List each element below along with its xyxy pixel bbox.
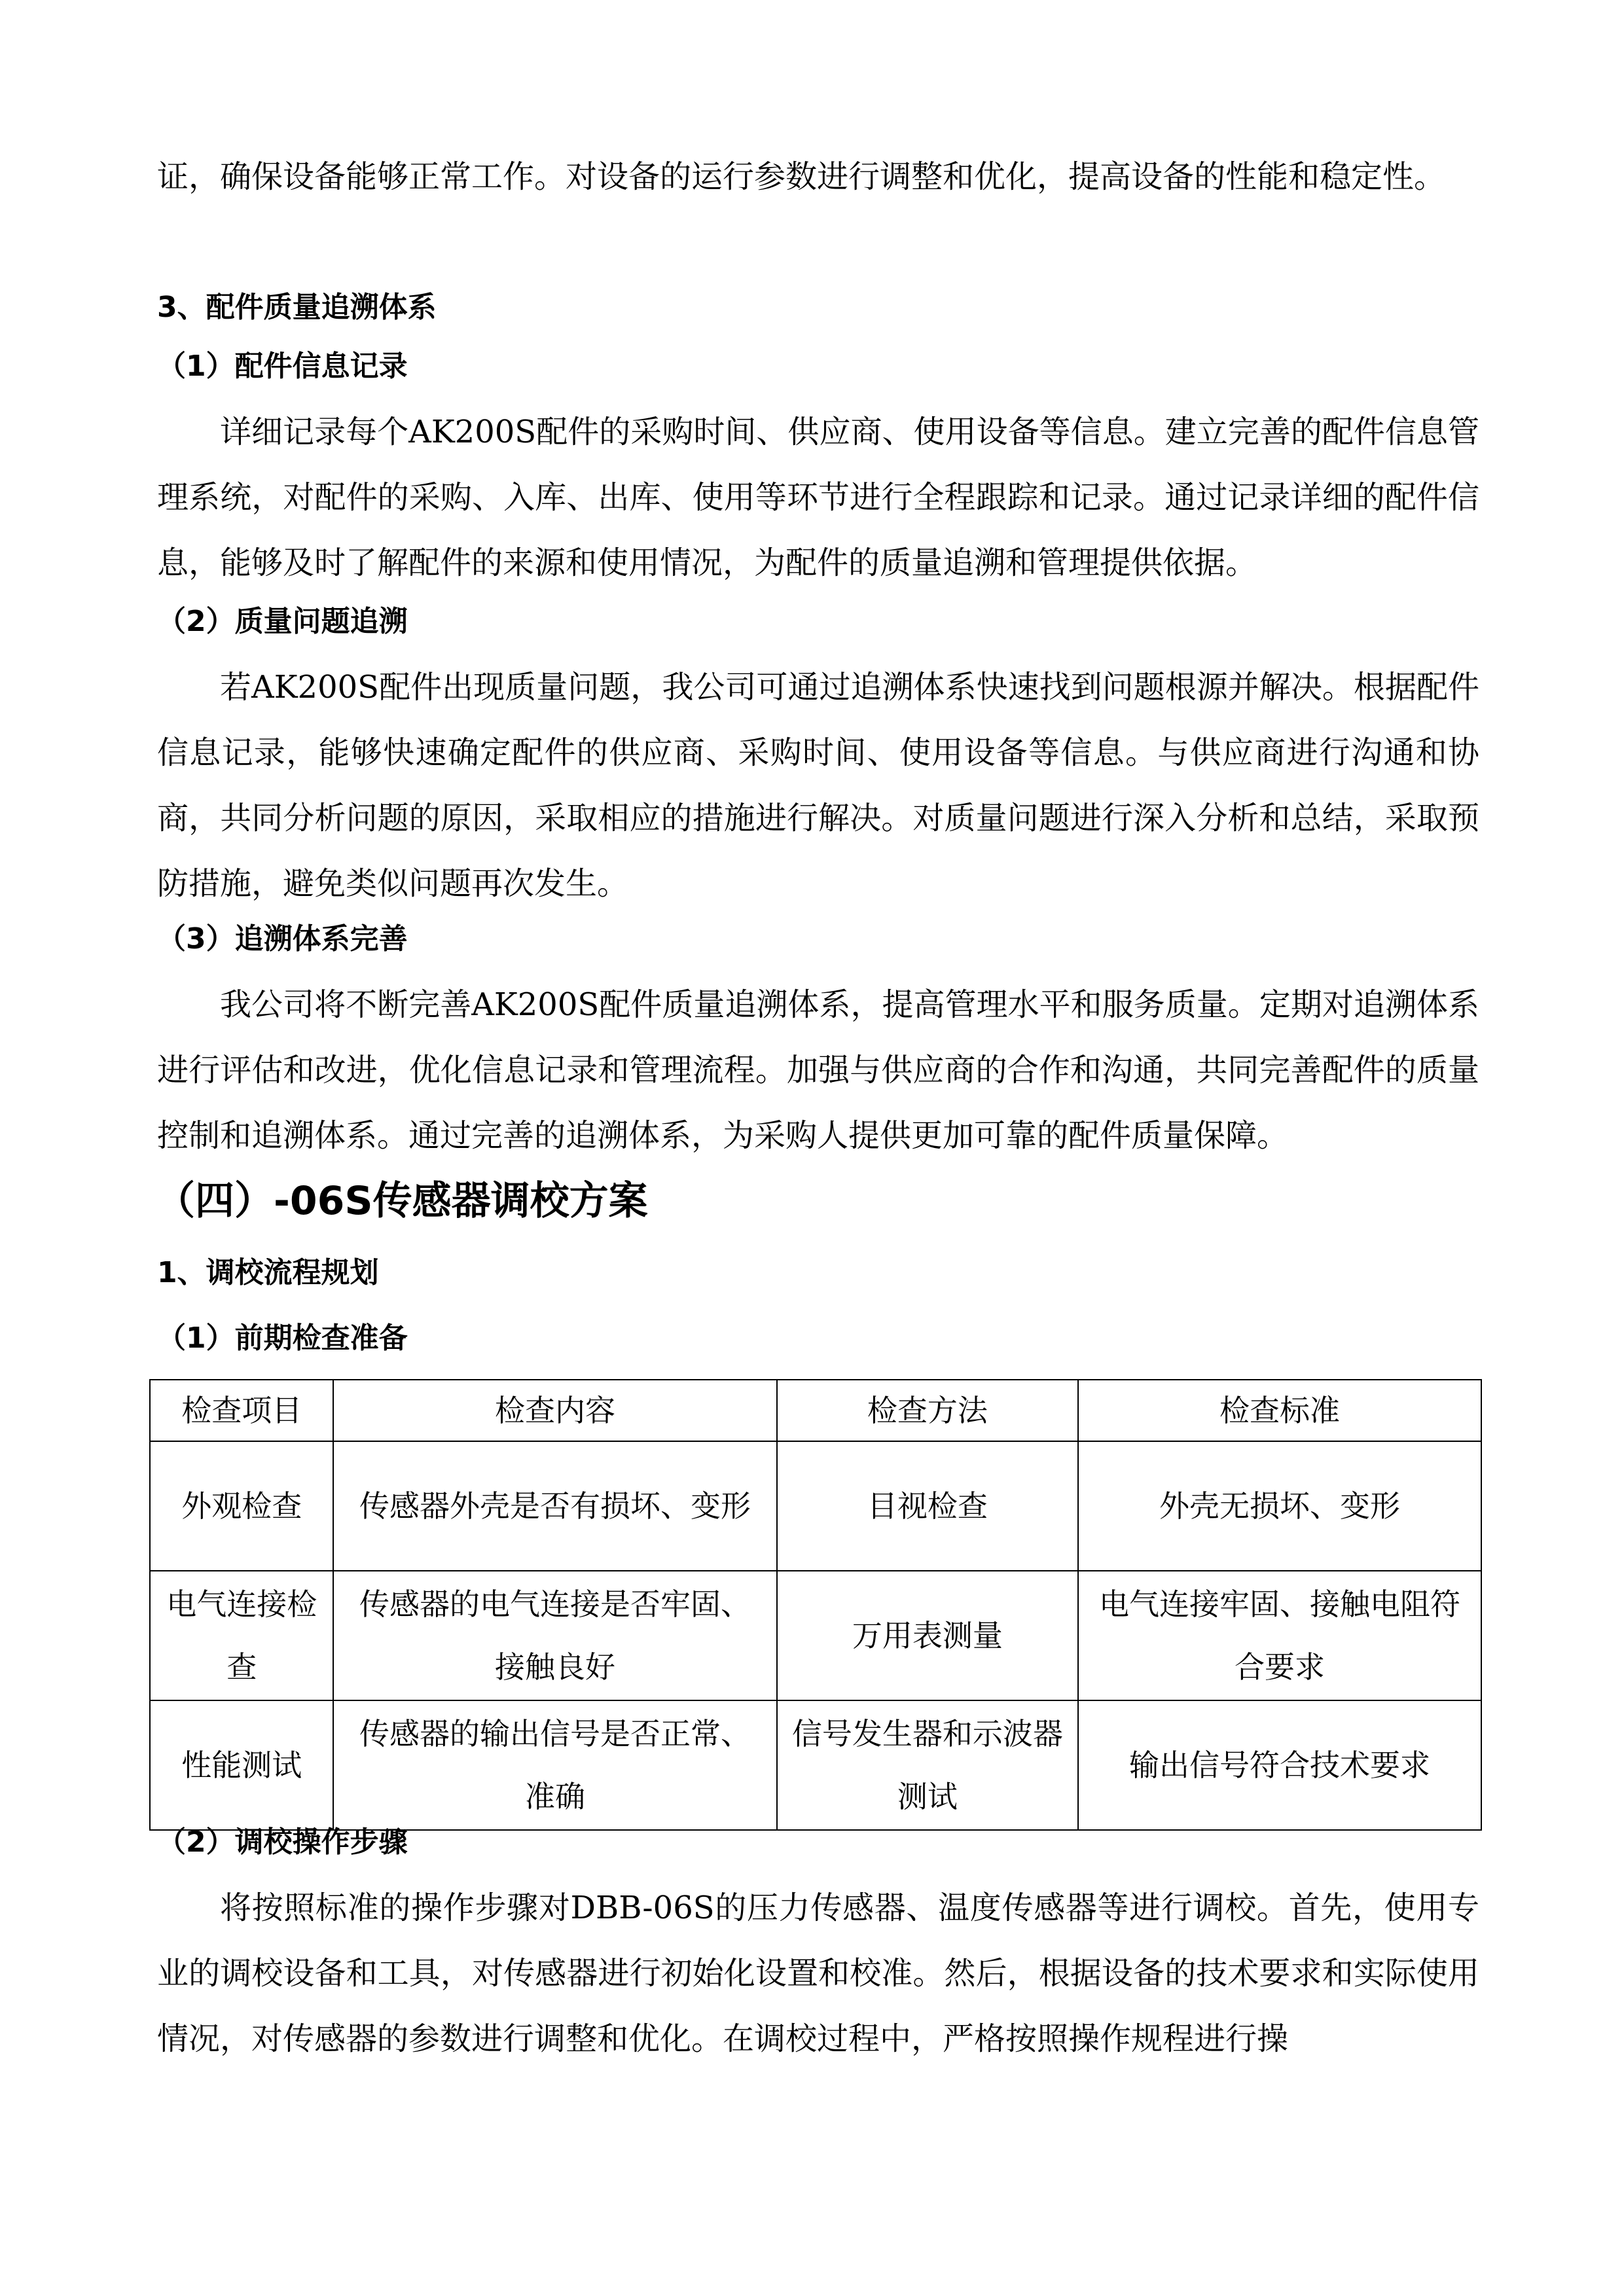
table-cell: 外观检查 <box>150 1441 333 1571</box>
calibration-steps-heading: （2）调校操作步骤 <box>157 1825 408 1859</box>
section-3-heading: 3、配件质量追溯体系 <box>157 291 437 324</box>
table-cell: 传感器外壳是否有损坏、变形 <box>333 1441 776 1571</box>
table-header-cell: 检查标准 <box>1078 1380 1481 1441</box>
pre-check-heading: （1）前期检查准备 <box>157 1321 408 1355</box>
table-cell: 电气连接牢固、接触电阻符合要求 <box>1078 1571 1481 1700</box>
subsection-2-paragraph: 若AK200S配件出现质量问题，我公司可通过追溯体系快速找到问题根源并解决。根据配件信息记录，能够快速确定配件的供应商、采购时间、使用设备等信息。与供应商进行沟通和协商，共同分析问题的原因，采取相应的措施进行解决。对质量问题进行深入分析和总结，采取预防措施，避免类似问题再次发生。 <box>157 669 1479 902</box>
table-header-cell: 检查内容 <box>333 1380 776 1441</box>
subsection-3-paragraph: 我公司将不断完善AK200S配件质量追溯体系，提高管理水平和服务质量。定期对追溯体系进行评估和改进，优化信息记录和管理流程。加强与供应商的合作和沟通，共同完善配件的质量控制和追溯体系。通过完善的追溯体系，为采购人提供更加可靠的配件质量保障。 <box>157 986 1479 1154</box>
calibration-section-1-heading: 1、调校流程规划 <box>157 1256 379 1289</box>
table-row <box>150 1571 1481 1700</box>
table-cell: 信号发生器和示波器测试 <box>777 1700 1078 1830</box>
paragraph-continued: 证，确保设备能够正常工作。对设备的运行参数进行调整和优化，提高设备的性能和稳定性。 <box>157 158 1446 195</box>
table-cell: 目视检查 <box>777 1441 1078 1571</box>
pre-check-table <box>149 1379 1482 1831</box>
subsection-1-heading: （1）配件信息记录 <box>157 350 408 383</box>
subsection-1-paragraph: 详细记录每个AK200S配件的采购时间、供应商、使用设备等信息。建立完善的配件信息管理系统，对配件的采购、入库、出库、使用等环节进行全程跟踪和记录。通过记录详细的配件信息，能够及时了解配件的来源和使用情况，为配件的质量追溯和管理提供依据。 <box>157 414 1479 581</box>
table-header-row <box>150 1380 1481 1441</box>
chapter-4-heading: （四）-06S传感器调校方案 <box>156 1178 648 1224</box>
table-cell: 电气连接检查 <box>150 1571 333 1700</box>
table-cell: 输出信号符合技术要求 <box>1078 1700 1481 1830</box>
table-header-cell: 检查项目 <box>150 1380 333 1441</box>
table-row <box>150 1441 1481 1571</box>
table-cell: 传感器的电气连接是否牢固、接触良好 <box>333 1571 776 1700</box>
table-cell: 性能测试 <box>150 1700 333 1830</box>
table-row <box>150 1700 1481 1830</box>
table-header-cell: 检查方法 <box>777 1380 1078 1441</box>
table-cell: 万用表测量 <box>777 1571 1078 1700</box>
subsection-3-heading: （3）追溯体系完善 <box>157 922 408 956</box>
table-cell: 外壳无损坏、变形 <box>1078 1441 1481 1571</box>
subsection-2-heading: （2）质量问题追溯 <box>157 605 408 638</box>
calibration-steps-paragraph: 将按照标准的操作步骤对DBB-06S的压力传感器、温度传感器等进行调校。首先，使用专业的调校设备和工具，对传感器进行初始化设置和校准。然后，根据设备的技术要求和实际使用情况，对传感器的参数进行调整和优化。在调校过程中，严格按照操作规程进行操 <box>157 1890 1479 2057</box>
table-cell: 传感器的输出信号是否正常、准确 <box>333 1700 776 1830</box>
